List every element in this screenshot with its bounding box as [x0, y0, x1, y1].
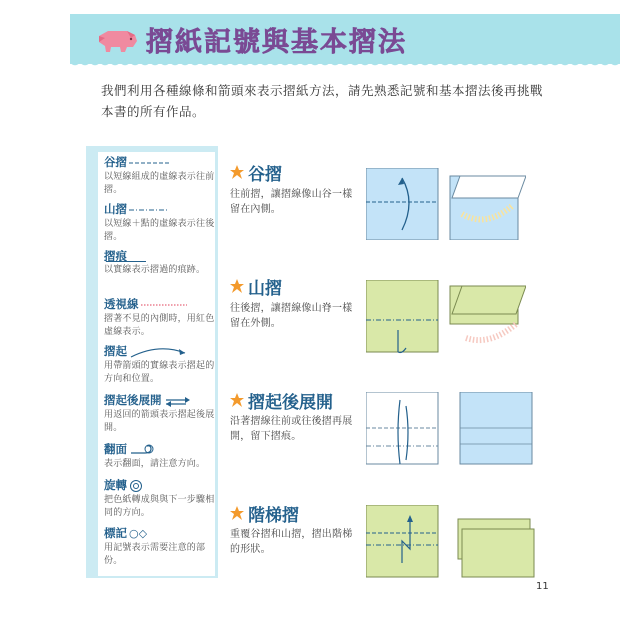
legend-mountain-desc: 以短線＋點的虛線表示往後摺。 — [104, 219, 215, 242]
legend-rotate — [104, 478, 216, 519]
legend-mark-desc: 用記號表示需要注意的部份。 — [104, 543, 206, 566]
legend-rotate-label: 旋轉 — [104, 478, 127, 492]
legend-valley-desc: 以短線組成的虛線表示往前摺。 — [104, 172, 215, 195]
legend-hidden-desc: 摺著不見的內側時，用紅色虛線表示。 — [104, 314, 215, 337]
fold-unfold-diagram — [366, 392, 536, 468]
legend-crease-label: 摺痕 — [104, 249, 127, 263]
legend-fold-arrow — [104, 344, 216, 385]
star-bullet-icon — [230, 393, 244, 407]
legend-mark-label: 標記 — [104, 526, 127, 540]
legend-valley-fold — [104, 155, 216, 196]
star-bullet-icon — [230, 165, 244, 179]
mark-symbols: ○◇ — [129, 527, 148, 540]
legend-flip — [104, 442, 216, 471]
legend-fold-arrow-desc: 用帶箭頭的實線表示摺起的方向和位置。 — [104, 361, 215, 384]
legend-mark — [104, 526, 216, 567]
flip-icon — [129, 443, 159, 457]
legend-valley-label: 谷摺 — [104, 155, 127, 169]
star-bullet-icon — [230, 506, 244, 520]
legend-mountain-fold — [104, 202, 216, 243]
step-fold-diagram — [366, 505, 536, 581]
section-title-step: 階梯摺 — [248, 506, 299, 526]
section-title-fold-unfold: 摺起後展開 — [248, 393, 333, 413]
legend-hidden-label: 透視線 — [104, 297, 139, 311]
rotate-icon — [129, 479, 143, 493]
section-desc-valley: 往前摺，讓摺線像山谷一樣留在內側。 — [230, 189, 353, 215]
legend-hidden-line — [104, 297, 216, 338]
legend-fold-unfold-desc: 用返回的箭頭表示摺起後展開。 — [104, 410, 215, 433]
section-desc-fold-unfold: 沿著摺線往前或往後摺再展開，留下摺痕。 — [230, 416, 353, 442]
star-bullet-icon — [230, 279, 244, 293]
fold-arrow-icon — [129, 345, 189, 359]
header-scallop — [70, 60, 620, 70]
legend-flip-label: 翻面 — [104, 442, 127, 456]
legend-fold-unfold-label: 摺起後展開 — [104, 393, 162, 407]
mountain-fold-diagram — [366, 280, 526, 354]
page-number: 11 — [536, 581, 549, 592]
legend-fold-unfold — [104, 393, 216, 434]
intro-paragraph: 我們利用各種線條和箭頭來表示摺紙方法，請先熟悉記號和基本摺法後再挑戰本書的所有作品。 — [101, 83, 544, 119]
valley-line-icon — [129, 160, 169, 166]
legend-crease-desc: 以實線表示摺過的痕跡。 — [104, 265, 206, 275]
section-desc-mountain: 往後摺，讓摺線像山脊一樣留在外側。 — [230, 303, 353, 329]
hidden-line-icon — [141, 302, 187, 308]
pig-origami-icon — [97, 27, 139, 53]
section-desc-step: 重覆谷摺和山摺，摺出階梯的形狀。 — [230, 529, 353, 555]
section-title-valley: 谷摺 — [248, 165, 282, 185]
valley-fold-diagram — [366, 168, 526, 240]
legend-mountain-label: 山摺 — [104, 202, 127, 216]
fold-unfold-arrow-icon — [164, 394, 194, 408]
legend-rotate-desc: 把色紙轉成與與下一步驟相同的方向。 — [104, 495, 215, 518]
legend-flip-desc: 表示翻面，請注意方向。 — [104, 459, 206, 469]
section-title-mountain: 山摺 — [248, 279, 282, 299]
page-title: 摺紙記號與基本摺法 — [146, 27, 407, 58]
legend-fold-arrow-label: 摺起 — [104, 344, 127, 358]
mountain-line-icon — [129, 207, 169, 213]
legend-crease — [104, 249, 216, 277]
